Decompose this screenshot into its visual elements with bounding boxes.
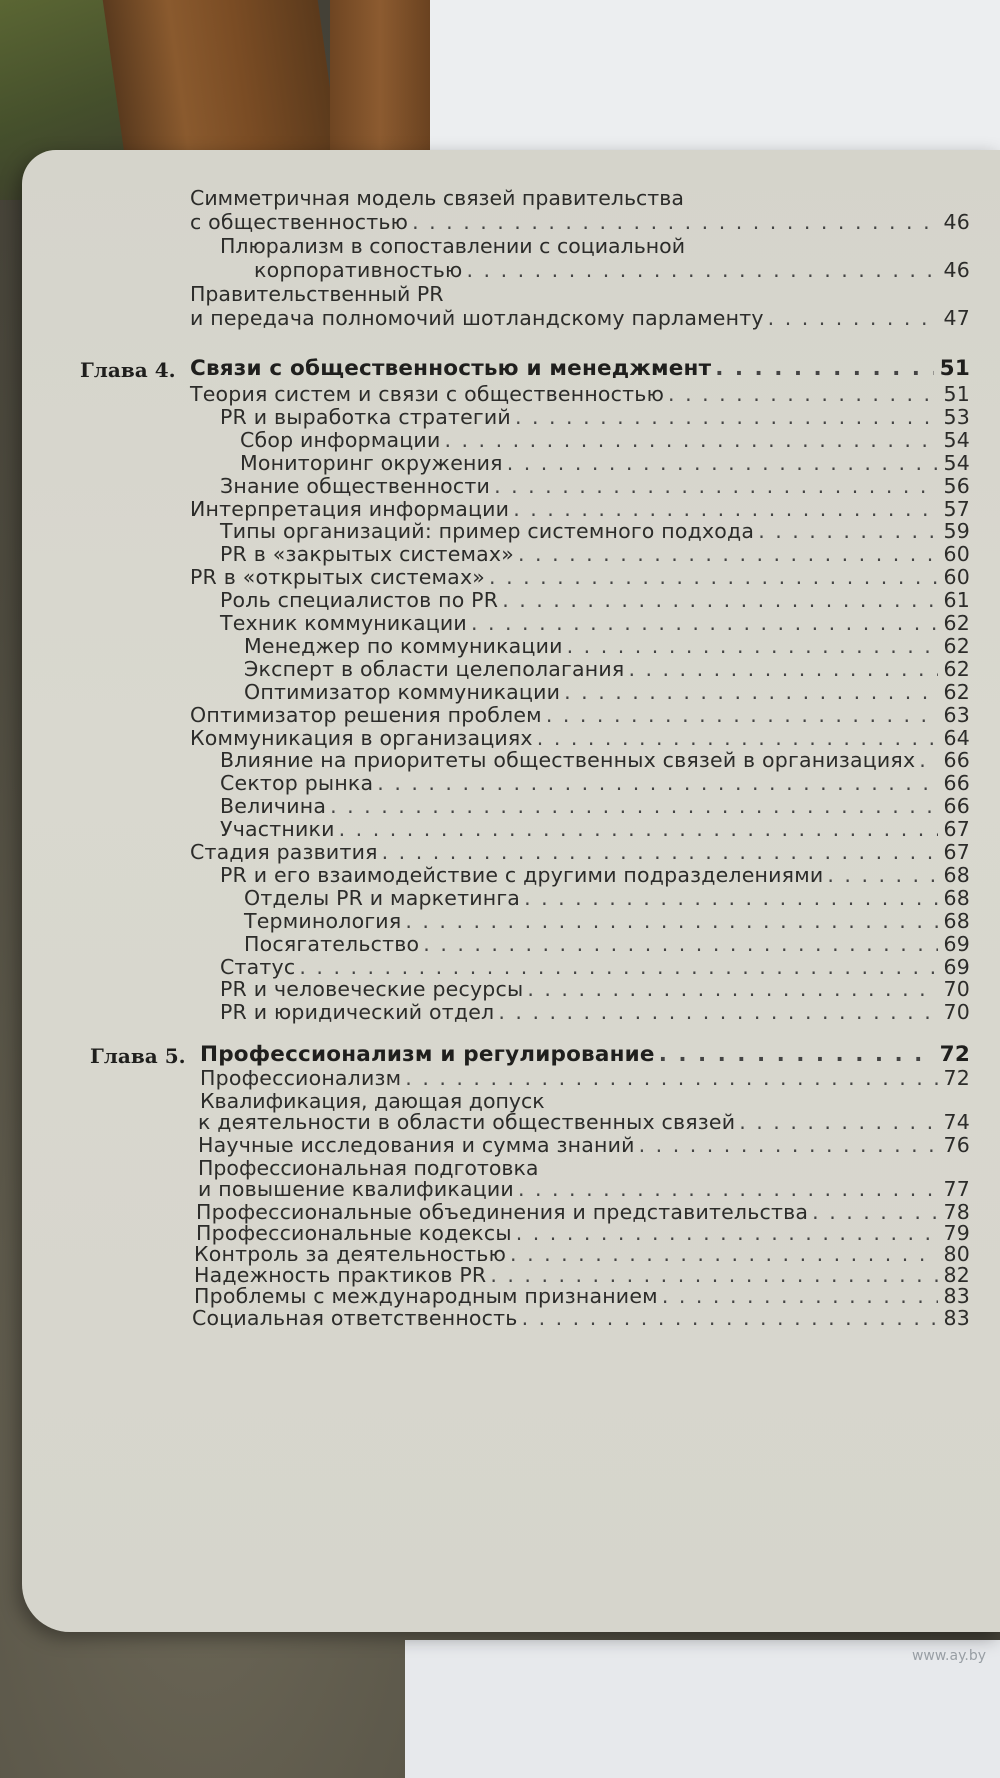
book-page: [22, 150, 1000, 1632]
dot-leader: [494, 474, 937, 498]
chapter-label: Глава 4.: [80, 358, 176, 382]
toc-entry: PR и выработка стратегий . . . 53: [220, 405, 970, 429]
toc-entry: Профессиональная подготовка: [198, 1156, 539, 1180]
chapter-title: Профессионализм и регулирование . . . 72: [200, 1042, 970, 1067]
toc-entry: и повышение квалификации . . . 77: [198, 1177, 970, 1201]
toc-entry: Проблемы с международным признанием . . . 83: [194, 1284, 970, 1308]
toc-entry: Профессиональные кодексы . . . 79: [196, 1221, 970, 1245]
toc-entry: Знание общественности . . . 56: [220, 474, 970, 498]
dot-leader: [412, 210, 937, 234]
dot-leader: [715, 356, 933, 381]
toc-entry: Стадия развития . . . 67: [190, 840, 970, 864]
toc-entry: Контроль за деятельностью . . . 80: [194, 1242, 970, 1266]
dot-leader: [758, 519, 937, 543]
dot-leader: [659, 1042, 934, 1067]
toc-line: корпоративностью . . . 46: [254, 258, 970, 282]
dot-leader: [515, 405, 938, 429]
dot-leader: [739, 1110, 937, 1134]
background-wood-plank: [103, 0, 343, 175]
toc-entry: Роль специалистов по PR . . . 61: [220, 588, 970, 612]
toc-line: Правительственный PR: [190, 282, 444, 306]
dot-leader: [768, 306, 938, 330]
dot-leader: [498, 1000, 937, 1024]
toc-entry: Сбор информации . . . 54: [240, 428, 970, 452]
chapter-title: Связи с общественностью и менеджмент . . . 51: [190, 356, 970, 381]
toc-entry: Социальная ответственность . . . 83: [192, 1306, 970, 1330]
dot-leader: [299, 955, 937, 979]
dot-leader: [339, 817, 938, 841]
dot-leader: [405, 1066, 937, 1090]
dot-leader: [330, 794, 937, 818]
toc-entry: Сектор рынка . . . 66: [220, 771, 970, 795]
dot-leader: [827, 863, 937, 887]
dot-leader: [471, 611, 938, 635]
dot-leader: [518, 542, 937, 566]
dot-leader: [502, 588, 937, 612]
table-of-contents: [22, 150, 1000, 1632]
toc-entry: Посягательство . . . 69: [244, 932, 970, 956]
dot-leader: [444, 428, 937, 452]
toc-entry: Отделы PR и маркетинга . . . 68: [244, 886, 970, 910]
toc-entry: Оптимизатор коммуникации . . . 62: [244, 680, 970, 704]
dot-leader: [522, 1306, 938, 1330]
chapter-label: Глава 5.: [90, 1044, 186, 1068]
toc-line: и передача полномочий шотландскому парламенту . . . 47: [190, 306, 970, 330]
dot-leader: [628, 657, 937, 681]
dot-leader: [524, 886, 937, 910]
toc-entry: PR в «открытых системах» . . . 60: [190, 565, 970, 589]
dot-leader: [405, 909, 937, 933]
toc-entry: Мониторинг окружения . . . 54: [240, 451, 970, 475]
toc-entry: Техник коммуникации . . . 62: [220, 611, 970, 635]
toc-entry: Надежность практиков PR . . . 82: [194, 1263, 970, 1287]
dot-leader: [639, 1133, 938, 1157]
toc-entry: Интерпретация информации . . . 57: [190, 497, 970, 521]
dot-leader: [489, 565, 937, 589]
toc-entry: Оптимизатор решения проблем . . . 63: [190, 703, 970, 727]
toc-entry: Профессионализм . . . 72: [200, 1066, 970, 1090]
dot-leader: [662, 1284, 938, 1308]
toc-entry: Эксперт в области целеполагания . . . 62: [244, 657, 970, 681]
dot-leader: [564, 680, 937, 704]
dot-leader: [423, 932, 937, 956]
dot-leader: [518, 1177, 938, 1201]
dot-leader: [527, 977, 937, 1001]
toc-entry: Статус . . . 69: [220, 955, 970, 979]
toc-entry: Величина . . . 66: [220, 794, 970, 818]
dot-leader: [919, 748, 937, 772]
dot-leader: [546, 703, 938, 727]
toc-entry: к деятельности в области общественных связей . . . 74: [198, 1110, 970, 1134]
toc-entry: Профессиональные объединения и представительства . . . 78: [196, 1200, 970, 1224]
dot-leader: [668, 382, 937, 406]
background-wood-plank-2: [330, 0, 430, 160]
toc-entry: Теория систем и связи с общественностью . . . 51: [190, 382, 970, 406]
toc-entry: Коммуникация в организациях . . . 64: [190, 726, 970, 750]
toc-line: Симметричная модель связей правительства: [190, 186, 684, 210]
toc-entry: Терминология . . . 68: [244, 909, 970, 933]
toc-entry: Квалификация, дающая допуск: [200, 1089, 545, 1113]
toc-entry: PR и юридический отдел . . . 70: [220, 1000, 970, 1024]
dot-leader: [377, 771, 937, 795]
toc-entry: Участники . . . 67: [220, 817, 970, 841]
dot-leader: [507, 451, 938, 475]
background-white-surface: [405, 1640, 1000, 1778]
watermark: www.ay.by: [911, 1648, 986, 1664]
toc-entry: Менеджер по коммуникации . . . 62: [244, 634, 970, 658]
toc-entry: Влияние на приоритеты общественных связей в организациях . . . 66: [220, 748, 970, 772]
dot-leader: [467, 258, 938, 282]
toc-line: с общественностью . . . 46: [190, 210, 970, 234]
dot-leader: [537, 726, 938, 750]
dot-leader: [567, 634, 938, 658]
toc-entry: PR и его взаимодействие с другими подразделениями . . . 68: [220, 863, 970, 887]
toc-entry: PR в «закрытых системах» . . . 60: [220, 542, 970, 566]
toc-entry: PR и человеческие ресурсы . . . 70: [220, 977, 970, 1001]
toc-line: Плюрализм в сопоставлении с социальной: [220, 234, 686, 258]
dot-leader: [382, 840, 938, 864]
dot-leader: [513, 497, 937, 521]
toc-entry: Типы организаций: пример системного подхода . . . 59: [220, 519, 970, 543]
background-white-panel: [430, 0, 1000, 165]
toc-entry: Научные исследования и сумма знаний . . . 76: [198, 1133, 970, 1157]
